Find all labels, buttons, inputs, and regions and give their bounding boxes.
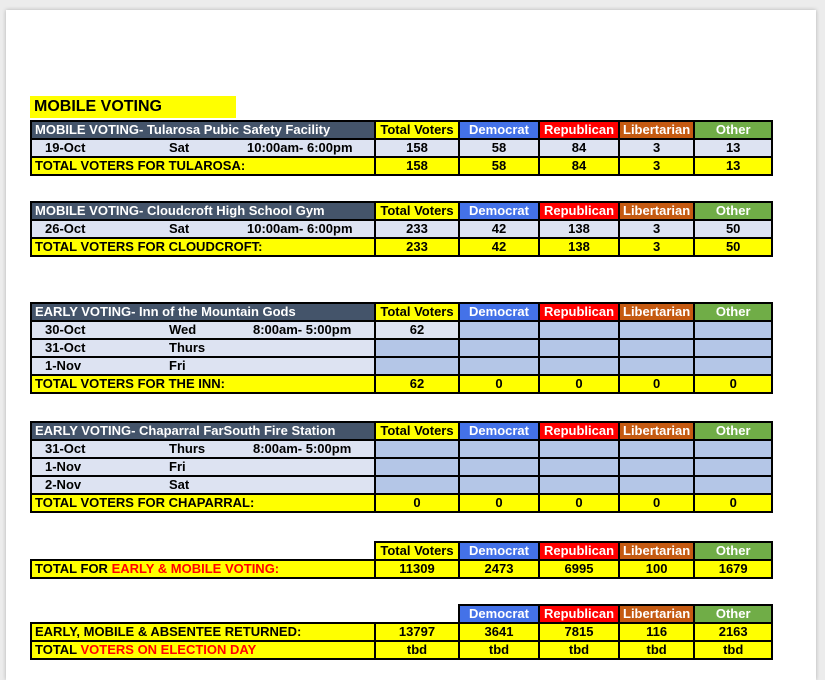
total-total: tbd — [375, 641, 459, 659]
cell-total — [375, 458, 459, 476]
col-other: Other — [694, 422, 772, 440]
total-total: 11309 — [375, 560, 459, 578]
cell-dem: 58 — [459, 139, 539, 157]
total-lib: tbd — [619, 641, 694, 659]
col-total-voters: Total Voters — [375, 121, 459, 139]
cell-oth: 13 — [694, 139, 772, 157]
table-row — [31, 220, 772, 238]
col-republican: Republican — [539, 422, 619, 440]
col-libertarian: Libertarian — [619, 121, 694, 139]
table-row — [31, 458, 772, 476]
total-label: TOTAL VOTERS FOR CLOUDCROFT: — [31, 238, 375, 256]
total-lib: 3 — [619, 238, 694, 256]
cell-oth — [694, 357, 772, 375]
cell-dem — [459, 458, 539, 476]
cell-oth — [694, 339, 772, 357]
cell-oth: 50 — [694, 220, 772, 238]
total-row — [31, 641, 772, 659]
table-row — [31, 139, 772, 157]
col-republican: Republican — [539, 121, 619, 139]
total-oth: 50 — [694, 238, 772, 256]
col-libertarian: Libertarian — [619, 303, 694, 321]
cell-dem — [459, 440, 539, 458]
schedule-cell: 30-Oct Wed 8:00am- 5:00pm — [31, 321, 375, 339]
section-heading: EARLY VOTING- Inn of the Mountain Gods — [31, 303, 375, 321]
cell-oth — [694, 476, 772, 494]
total-rep: 0 — [539, 375, 619, 393]
total-total: 233 — [375, 238, 459, 256]
cell-lib — [619, 339, 694, 357]
total-oth: 13 — [694, 157, 772, 175]
total-label: TOTAL VOTERS FOR TULAROSA: — [31, 157, 375, 175]
cell-lib — [619, 357, 694, 375]
total-row — [31, 238, 772, 256]
total-rep: tbd — [539, 641, 619, 659]
cell-dem: 42 — [459, 220, 539, 238]
col-democrat: Democrat — [459, 542, 539, 560]
schedule-cell: 19-Oct Sat 10:00am- 6:00pm — [31, 139, 375, 157]
col-total-voters: Total Voters — [375, 202, 459, 220]
cell-lib — [619, 458, 694, 476]
col-libertarian: Libertarian — [619, 422, 694, 440]
schedule-cell: 31-Oct Thurs — [31, 339, 375, 357]
col-libertarian: Libertarian — [619, 542, 694, 560]
total-rep: 84 — [539, 157, 619, 175]
schedule-cell: 1-Nov Fri — [31, 458, 375, 476]
col-other: Other — [694, 121, 772, 139]
total-row — [31, 157, 772, 175]
total-dem: 42 — [459, 238, 539, 256]
col-libertarian: Libertarian — [619, 202, 694, 220]
total-total: 0 — [375, 494, 459, 512]
total-rep: 138 — [539, 238, 619, 256]
cell-total: 158 — [375, 139, 459, 157]
col-democrat: Democrat — [459, 422, 539, 440]
total-lib: 3 — [619, 157, 694, 175]
total-rep: 0 — [539, 494, 619, 512]
total-row — [31, 560, 772, 578]
total-label: TOTAL FOR EARLY & MOBILE VOTING: — [31, 560, 375, 578]
col-democrat: Democrat — [459, 202, 539, 220]
schedule-cell: 31-Oct Thurs 8:00am- 5:00pm — [31, 440, 375, 458]
cell-lib: 3 — [619, 139, 694, 157]
cell-total — [375, 357, 459, 375]
total-dem: 3641 — [459, 623, 539, 641]
col-republican: Republican — [539, 605, 619, 623]
col-republican: Republican — [539, 202, 619, 220]
cloudcroft-table — [30, 201, 773, 257]
col-total-voters: Total Voters — [375, 422, 459, 440]
cell-total — [375, 339, 459, 357]
section-heading: MOBILE VOTING- Tularosa Pubic Safety Facility — [31, 121, 375, 139]
col-total-voters: Total Voters — [375, 303, 459, 321]
schedule-cell: 2-Nov Sat — [31, 476, 375, 494]
cell-rep — [539, 321, 619, 339]
cell-dem — [459, 321, 539, 339]
cell-rep: 84 — [539, 139, 619, 157]
total-row — [31, 623, 772, 641]
table-row — [31, 339, 772, 357]
col-republican: Republican — [539, 542, 619, 560]
total-oth: tbd — [694, 641, 772, 659]
cell-rep — [539, 476, 619, 494]
cell-dem — [459, 357, 539, 375]
col-democrat: Democrat — [459, 121, 539, 139]
table-row — [31, 321, 772, 339]
total-lib: 100 — [619, 560, 694, 578]
cell-rep — [539, 458, 619, 476]
total-dem: 0 — [459, 494, 539, 512]
cell-total — [375, 440, 459, 458]
total-label: TOTAL VOTERS FOR THE INN: — [31, 375, 375, 393]
cell-rep — [539, 339, 619, 357]
total-lib: 0 — [619, 375, 694, 393]
total-oth: 0 — [694, 494, 772, 512]
total-dem: 2473 — [459, 560, 539, 578]
early-mobile-total-table — [30, 541, 773, 579]
total-dem: 58 — [459, 157, 539, 175]
total-row — [31, 494, 772, 512]
cell-lib — [619, 476, 694, 494]
table-row — [31, 476, 772, 494]
col-other: Other — [694, 202, 772, 220]
tularosa-table — [30, 120, 773, 176]
cell-oth — [694, 440, 772, 458]
schedule-cell: 1-Nov Fri — [31, 357, 375, 375]
col-other: Other — [694, 542, 772, 560]
total-oth: 0 — [694, 375, 772, 393]
col-republican: Republican — [539, 303, 619, 321]
table-row — [31, 440, 772, 458]
total-rep: 6995 — [539, 560, 619, 578]
cell-dem — [459, 339, 539, 357]
cell-oth — [694, 458, 772, 476]
cell-total: 233 — [375, 220, 459, 238]
cell-total: 62 — [375, 321, 459, 339]
cell-lib — [619, 321, 694, 339]
table-row — [31, 357, 772, 375]
page-title: MOBILE VOTING — [30, 96, 236, 118]
inn-table — [30, 302, 773, 394]
col-total-voters: Total Voters — [375, 542, 459, 560]
total-total: 158 — [375, 157, 459, 175]
total-label: TOTAL VOTERS ON ELECTION DAY — [31, 641, 375, 659]
total-label: TOTAL VOTERS FOR CHAPARRAL: — [31, 494, 375, 512]
total-oth: 1679 — [694, 560, 772, 578]
total-label: EARLY, MOBILE & ABSENTEE RETURNED: — [31, 623, 375, 641]
cell-lib: 3 — [619, 220, 694, 238]
cell-rep: 138 — [539, 220, 619, 238]
total-row — [31, 375, 772, 393]
cell-dem — [459, 476, 539, 494]
total-oth: 2163 — [694, 623, 772, 641]
total-total: 13797 — [375, 623, 459, 641]
col-democrat: Democrat — [459, 605, 539, 623]
total-rep: 7815 — [539, 623, 619, 641]
col-libertarian: Libertarian — [619, 605, 694, 623]
chaparral-table — [30, 421, 773, 513]
col-democrat: Democrat — [459, 303, 539, 321]
section-heading: MOBILE VOTING- Cloudcroft High School Gym — [31, 202, 375, 220]
absentee-table — [30, 604, 773, 660]
cell-rep — [539, 440, 619, 458]
total-lib: 0 — [619, 494, 694, 512]
col-other: Other — [694, 605, 772, 623]
cell-total — [375, 476, 459, 494]
total-total: 62 — [375, 375, 459, 393]
section-heading: EARLY VOTING- Chaparral FarSouth Fire Station — [31, 422, 375, 440]
cell-oth — [694, 321, 772, 339]
col-other: Other — [694, 303, 772, 321]
total-lib: 116 — [619, 623, 694, 641]
total-dem: tbd — [459, 641, 539, 659]
total-dem: 0 — [459, 375, 539, 393]
cell-rep — [539, 357, 619, 375]
cell-lib — [619, 440, 694, 458]
schedule-cell: 26-Oct Sat 10:00am- 6:00pm — [31, 220, 375, 238]
